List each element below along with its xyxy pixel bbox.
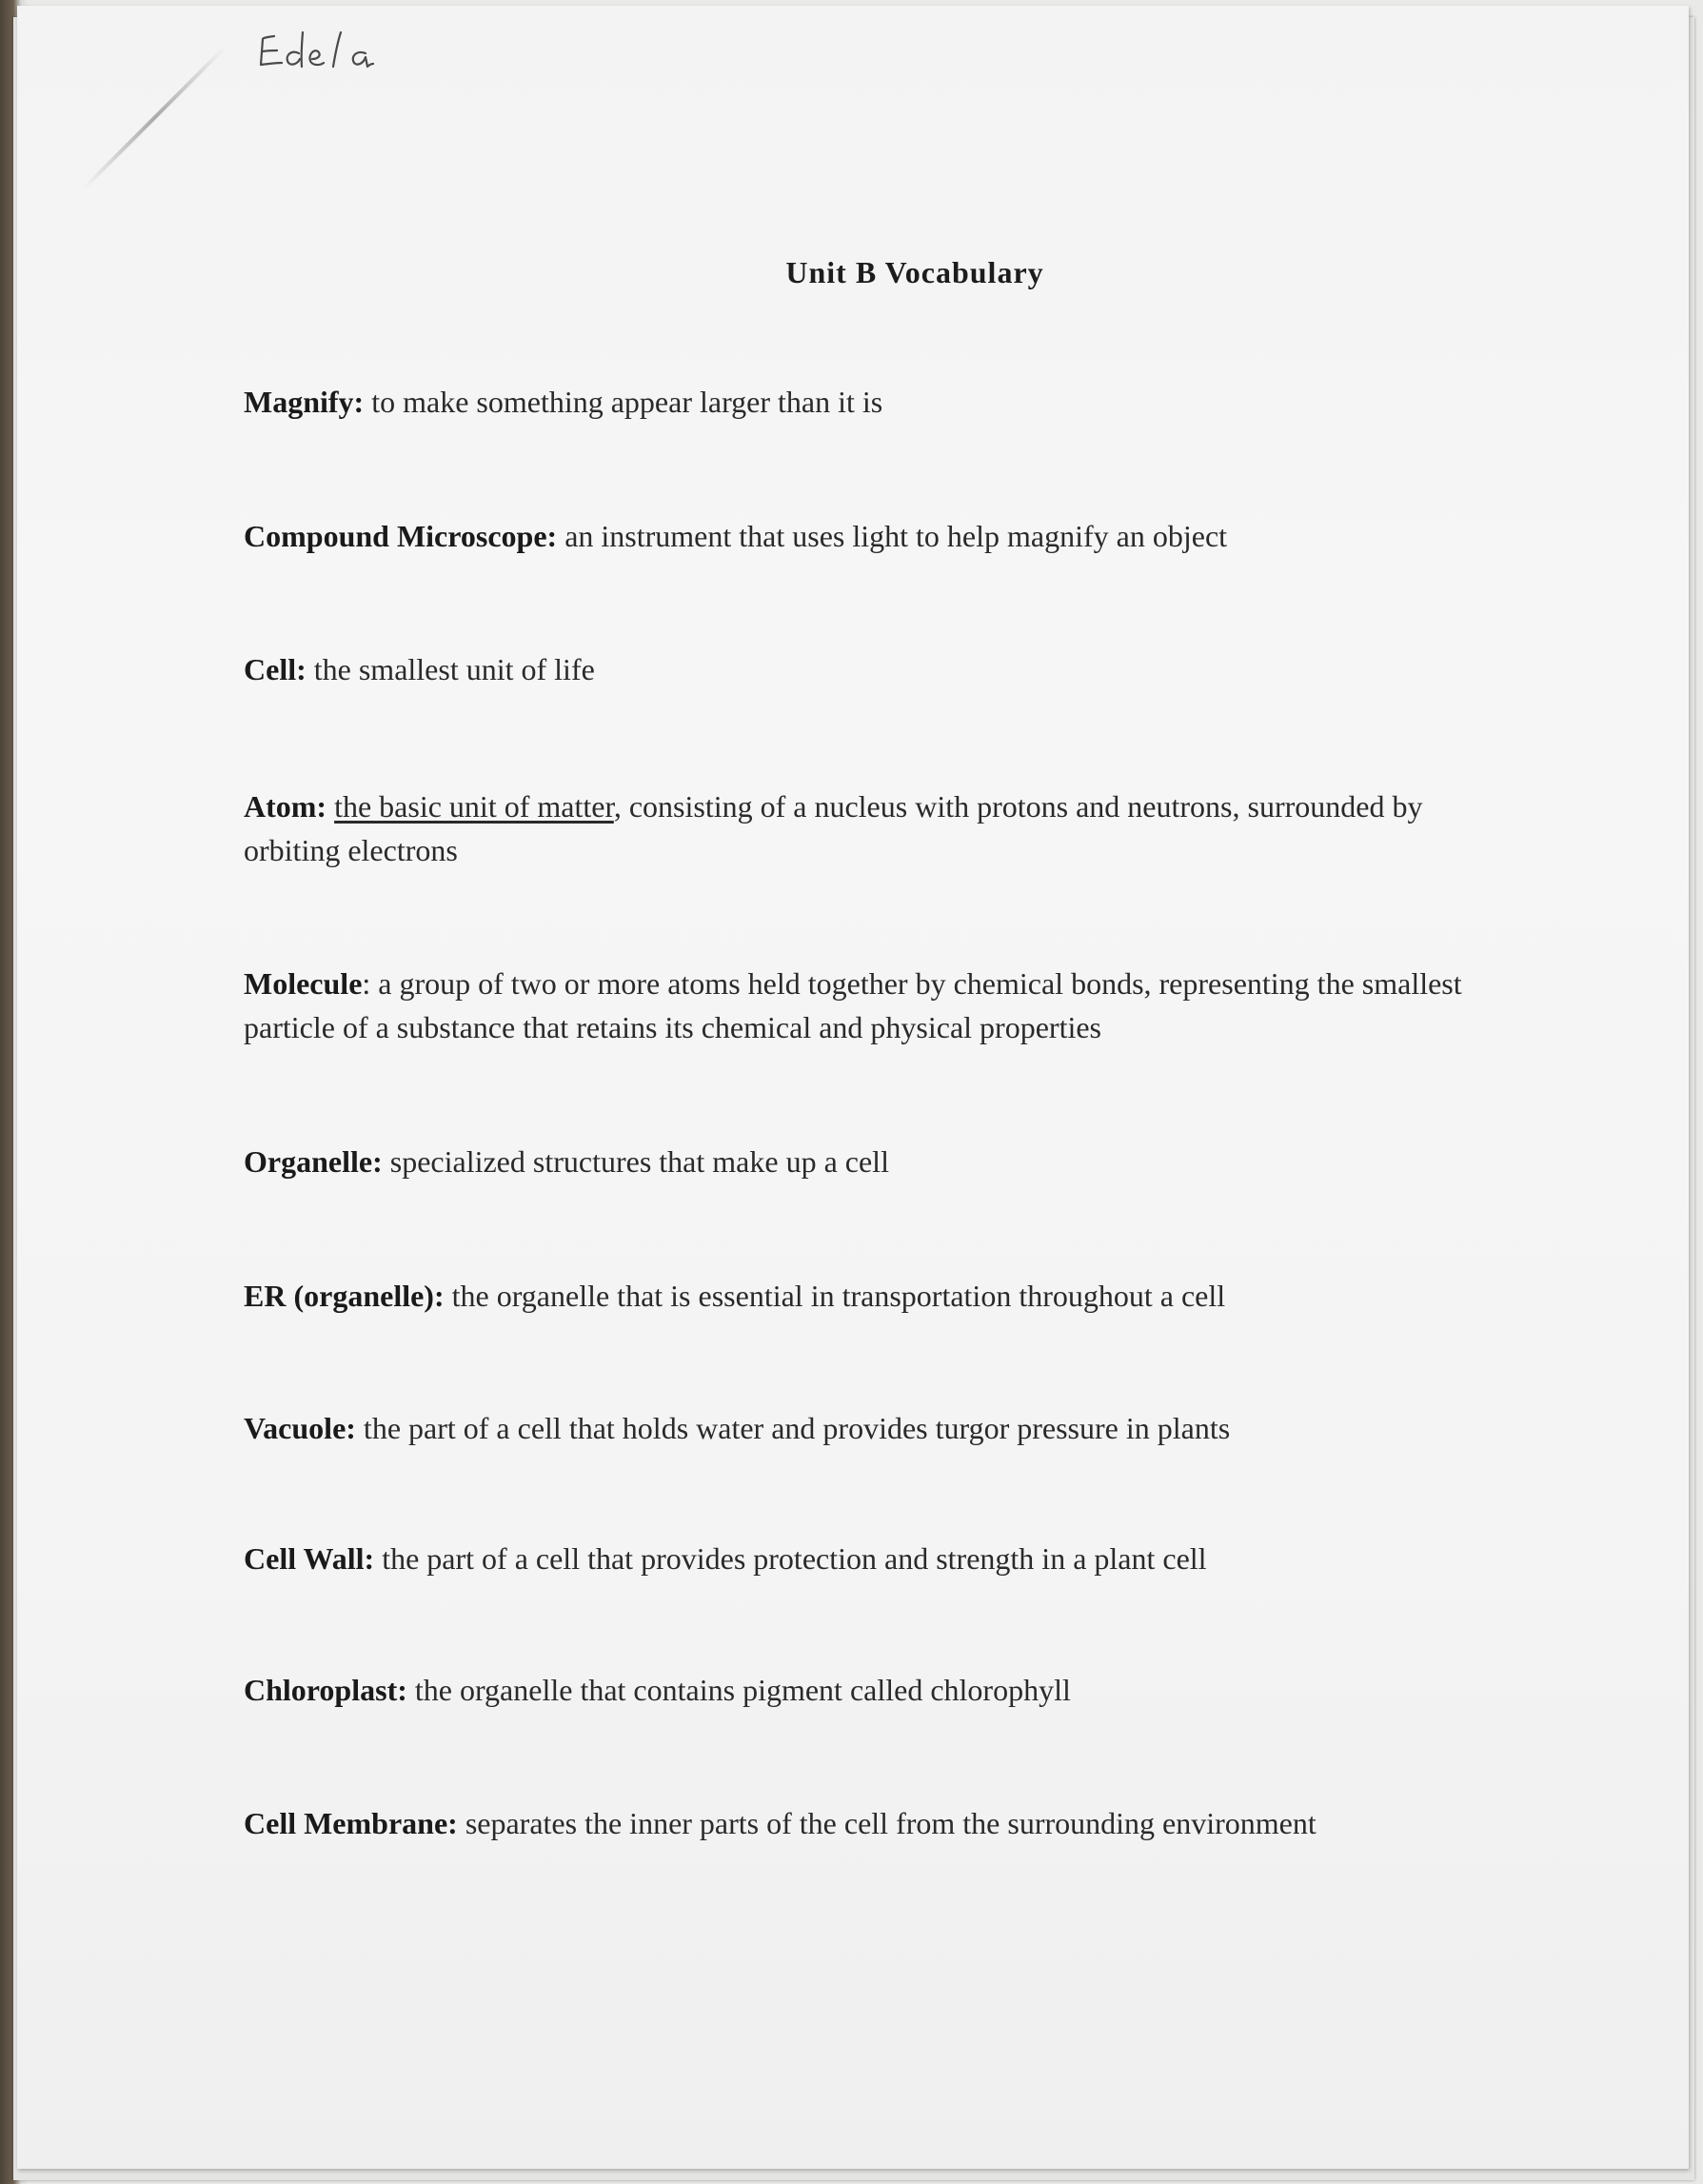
vocabulary-sheet	[17, 6, 1689, 2169]
vocab-term: Magnify:	[244, 385, 365, 419]
vocab-definition: the part of a cell that provides protection and strength in a plant cell	[374, 1541, 1207, 1576]
vocab-term: ER (organelle):	[244, 1279, 445, 1313]
vocab-definition: the organelle that contains pigment called chlorophyll	[406, 1673, 1071, 1707]
vocab-definition: separates the inner parts of the cell from the surrounding environment	[457, 1806, 1317, 1840]
vocab-definition: : a group of two or more atoms held together by chemical bonds, representing the smallest particle of a substance that retains its chemical and physical properties	[244, 966, 1462, 1044]
vocab-entry-compound-microscope	[244, 514, 1500, 558]
vocab-entry-magnify	[244, 380, 1500, 424]
vocab-definition: the smallest unit of life	[306, 652, 595, 686]
vocab-entry-atom	[244, 784, 1434, 872]
vocab-term: Atom:	[244, 789, 327, 824]
vocab-definition: an instrument that uses light to help magnify an object	[557, 519, 1228, 553]
vocab-term: Cell:	[244, 652, 307, 686]
handwritten-name	[253, 25, 415, 82]
vocab-entry-er	[244, 1274, 1500, 1318]
vocab-term: Compound Microscope:	[244, 519, 558, 553]
vocab-entry-molecule	[244, 962, 1481, 1049]
vocab-term: Molecule	[244, 966, 363, 1001]
vocab-definition: the part of a cell that holds water and provides turgor pressure in plants	[355, 1411, 1231, 1445]
vocab-entry-cell-membrane	[244, 1801, 1538, 1845]
vocab-entry-vacuole	[244, 1406, 1500, 1450]
vocab-term: Cell Wall:	[244, 1541, 375, 1576]
vocab-entry-cell	[244, 647, 1500, 691]
vocab-entry-chloroplast	[244, 1668, 1500, 1712]
vocab-definition: , consisting of a nucleus with protons and neutrons, surrounded by orbiting electrons	[244, 789, 1423, 867]
corner-fold-crease	[83, 46, 227, 189]
vocab-entry-cell-wall	[244, 1537, 1500, 1580]
vocab-term: Chloroplast:	[244, 1673, 407, 1707]
vocab-definition: specialized structures that make up a cell	[382, 1144, 889, 1179]
vocab-definition-underlined: the basic unit of matter	[334, 789, 614, 824]
vocab-definition: to make something appear larger than it is	[364, 385, 883, 419]
vocab-term: Organelle:	[244, 1144, 383, 1179]
vocab-term: Vacuole:	[244, 1411, 356, 1445]
page-title: Unit B Vocabulary	[785, 255, 1044, 289]
vocab-entry-organelle	[244, 1140, 1500, 1183]
vocab-term: Cell Membrane:	[244, 1806, 458, 1840]
vocab-definition: the organelle that is essential in transportation throughout a cell	[444, 1279, 1226, 1313]
